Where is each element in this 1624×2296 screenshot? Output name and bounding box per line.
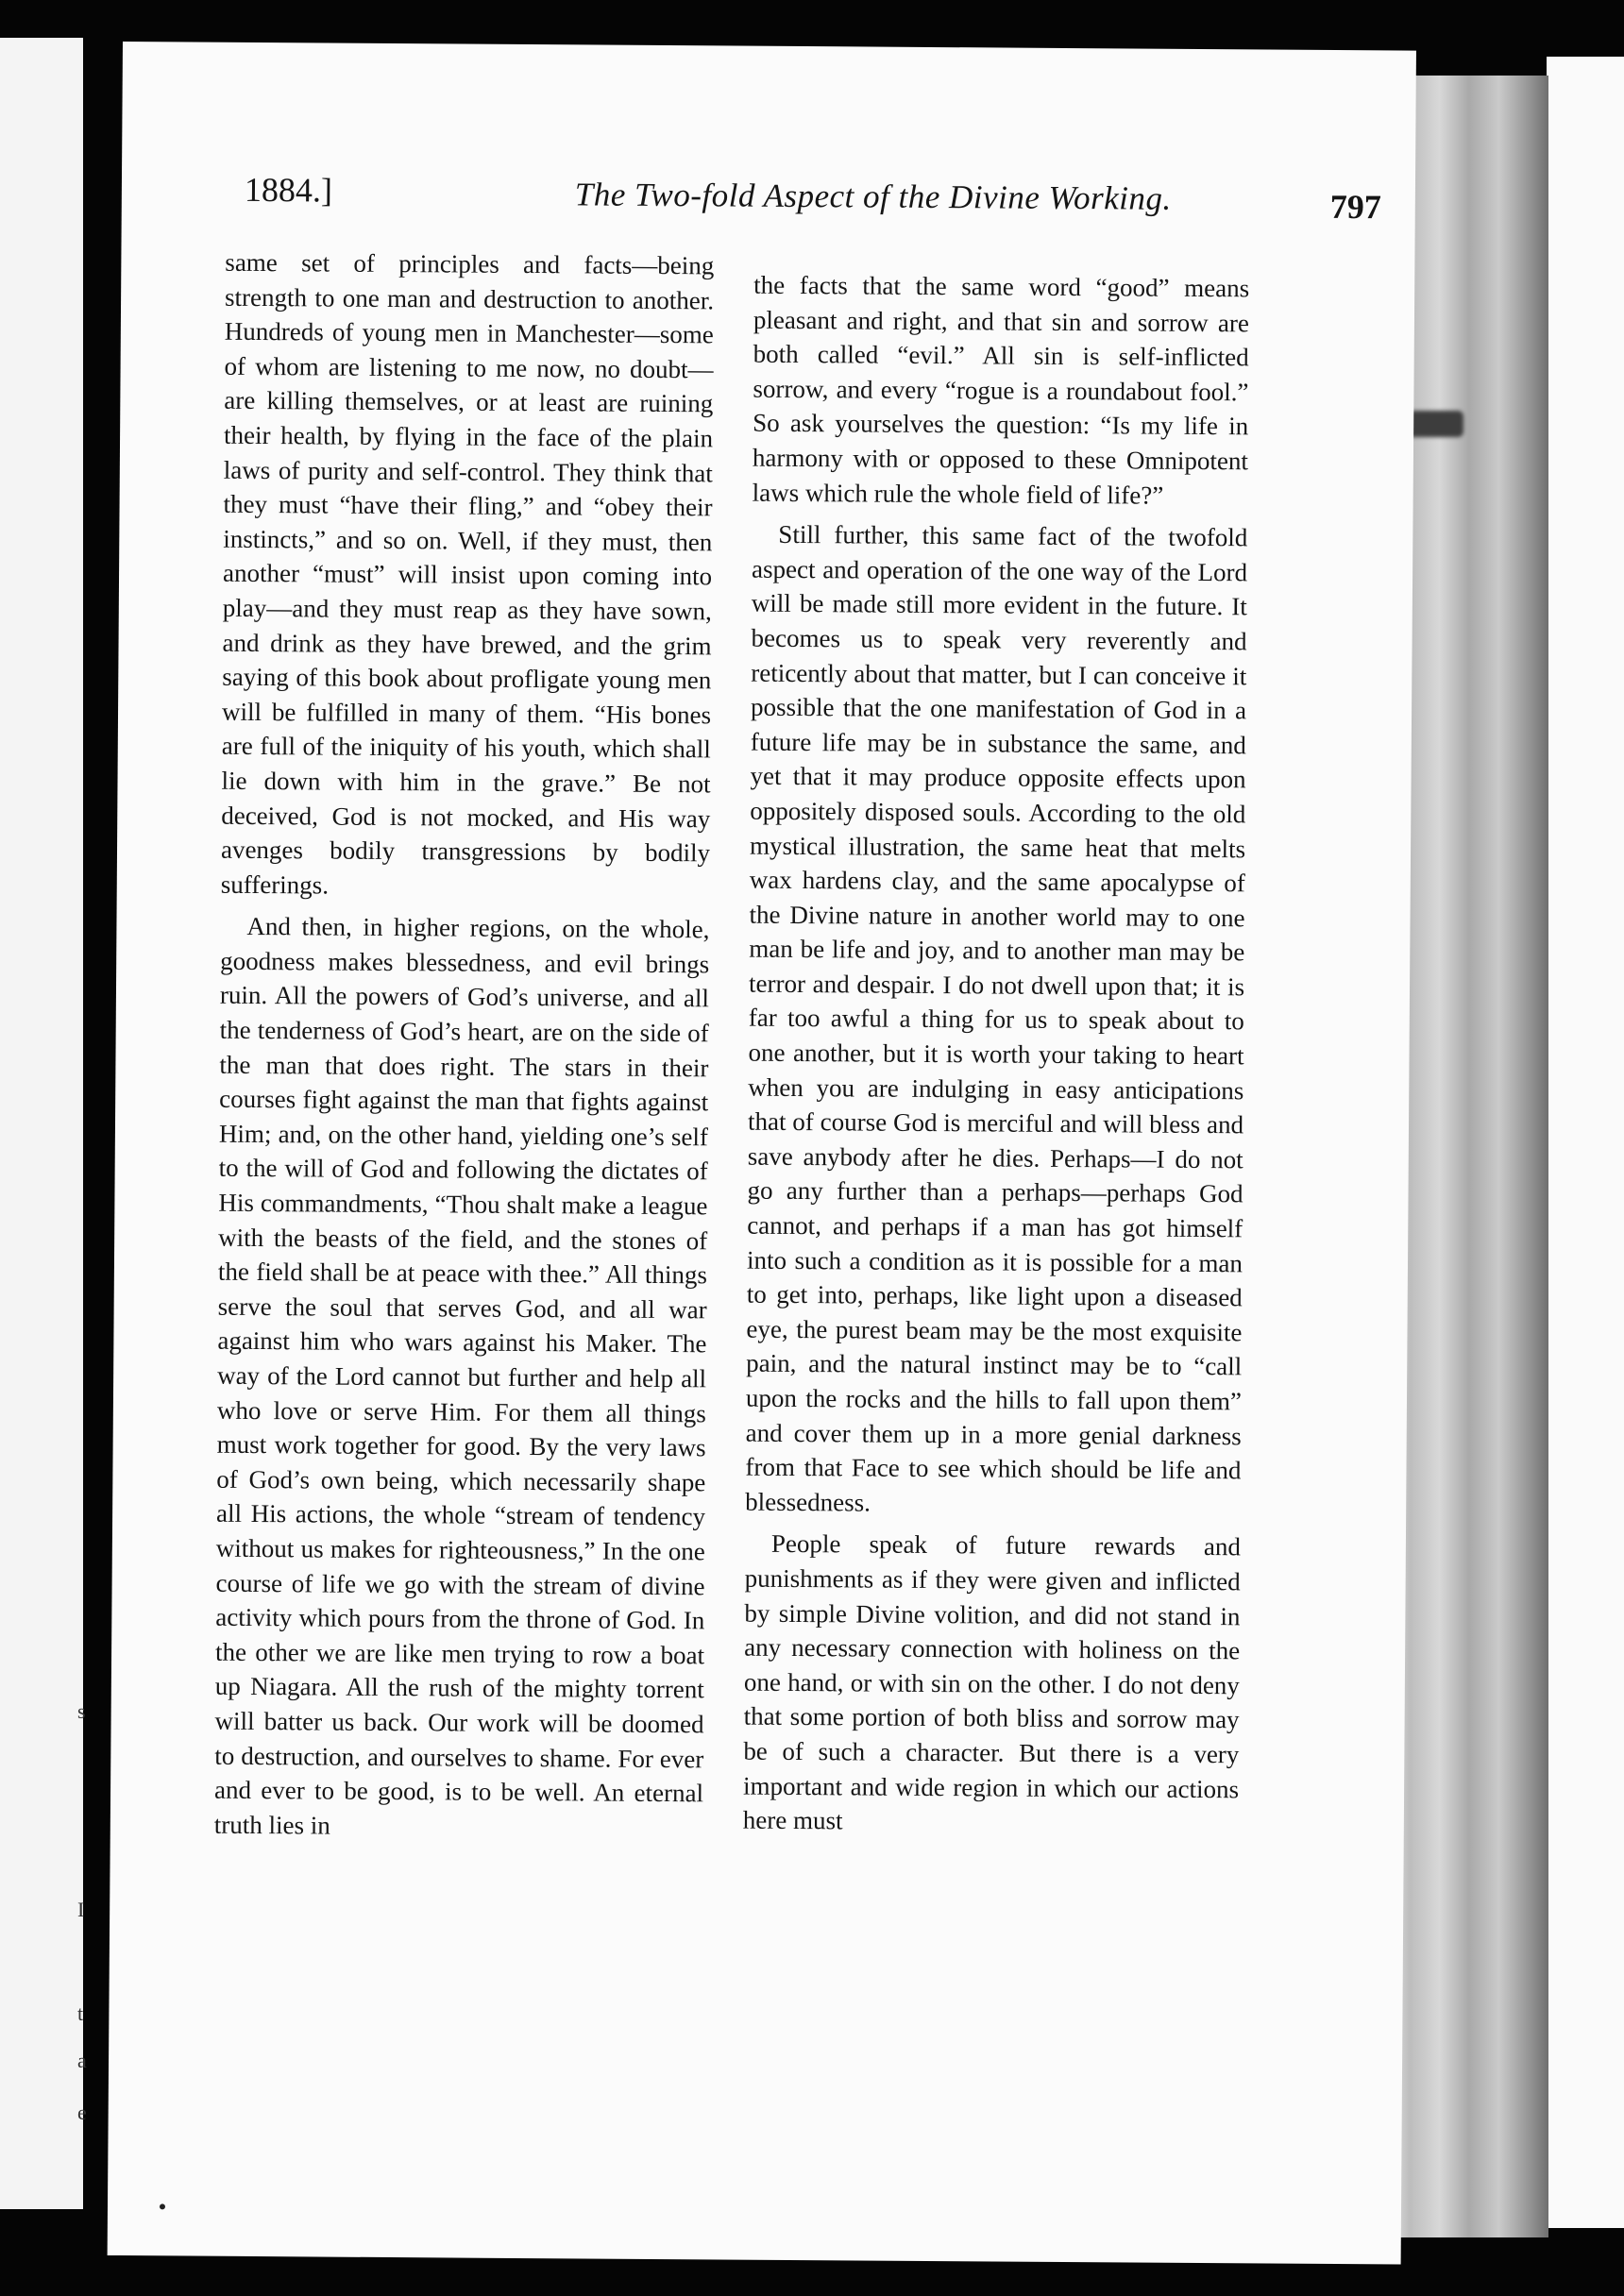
fragment-letter: I bbox=[77, 1898, 85, 1921]
page-number: 797 bbox=[1329, 187, 1381, 227]
right-column bbox=[743, 268, 1250, 1849]
previous-page-edge bbox=[0, 38, 87, 2209]
fragment-letter: e bbox=[77, 2101, 87, 2124]
ink-speck bbox=[160, 2203, 165, 2209]
paragraph: And then, in higher regions, on the whole, goodness makes blessedness, and evil brings ruin. All the powers of God’s universe, and all the tenderness of God’s heart, are on the side of the man that does right. The stars in their courses fight against the man that fights against Him; and, on the other hand, yielding one’s self to the will of God and following the dictates of His commandments, “Thou shalt make a league with the beasts of the field, and the stones of the field shall be at peace with thee.” All things serve the soul that serves God, and all war against him who wars against his Maker. The way of the Lord cannot but further and help all who love or serve Him. For them all things must work together for good. By the very laws of God’s own being, which necessarily shape all His actions, the whole “stream of tendency without us makes for righteousness,” In the one course of life we go with the stream of divine activity which pours from the throne of God. In the other we are like men trying to row a boat up Niagara. All the rush of the mighty torrent will batter us back. Our work will be doomed to destruction, and ourselves to shame. For ever and ever to be good, is to be well. An eternal truth lies in bbox=[213, 912, 710, 1840]
paragraph: Still further, this same fact of the twofold aspect and operation of the one way of the Lord will be made still more evident in the future. It becomes us to speak very reverently and reticently about that matter, but I can conceive it possible that the one manifestation of God in a future life may be in substance the same, and yet that it may produce opposite effects upon oppositely disposed souls. According to the old mystical illustration, the same heat that melts wax hardens clay, and the same apocalypse of the Divine nature in another world may to one man be life and joy, and to another man may be terror and despair. I do not dwell upon that; it is far too awful a thing for us to speak about to one another, but it is worth your taking to heart when you are indulging in easy anticipations that of course God is merciful and will bless and save anybody after he dies. Perhaps—I do not go any further than a perhaps—perhaps God cannot, and perhaps if a man has got himself into such a condition as it is possible for a man to get into, perhaps, like light upon a diseased eye, the purest beam may be the most exquisite pain, and the natural instinct may be to “call upon the rocks and the hills to fall upon them” and cover them up in a more genial darkness from that Face to see which should be life and blessedness. bbox=[745, 520, 1248, 1517]
fragment-letter: s bbox=[77, 1699, 86, 1723]
running-title: The Two-fold Aspect of the Divine Working. bbox=[574, 176, 1172, 217]
paragraph: same set of principles and facts—being strength to one man and destruction to another. Hundreds of young men in Manchester—some of whom are listening to me now, no doubt—are killing themselves, or at least are ruining their health, by flying in the face of the plain laws of purity and self-control. They think that they must “have their fling,” and “obey their instincts,” and so on. Well, if they must, then another “must” will insist upon coming into play—and they must reap as they have sown, and drink as they have brewed, and the grim saying of this book about profligate young men will be fulfilled in many of them. “His bones are full of the iniquity of his youth, which shall lie down with him in the grave.” Be not deceived, God is not mocked, and His way avenges bodily transgressions by bodily sufferings. bbox=[220, 247, 715, 900]
book-page bbox=[108, 42, 1416, 2265]
left-column bbox=[214, 245, 715, 1853]
paragraph: the facts that the same word “good” means pleasant and right, and that sin and sorrow are both called “evil.” All sin is self-inflicted sorrow, and every “rogue is a roundabout fool.” So ask yourselves the question: “Is my life in harmony with or opposed to these Omnipotent laws which rule the whole field of life?” bbox=[752, 270, 1250, 510]
background-strip bbox=[1547, 57, 1624, 2228]
header-year: 1884.] bbox=[244, 170, 333, 210]
fragment-letter: t bbox=[77, 2001, 84, 2025]
running-header bbox=[244, 170, 1381, 244]
paragraph: People speak of future rewards and punishments as if they were given and inflicted by simple Divine volition, and did not stand in any necessary connection with holiness on the one hand, or with sin on the other. I do not deny that some portion of both bliss and sorrow may be of such a character. But there is a very important and wide region in which our actions here must bbox=[742, 1529, 1242, 1835]
fragment-letter: a bbox=[77, 2049, 87, 2072]
